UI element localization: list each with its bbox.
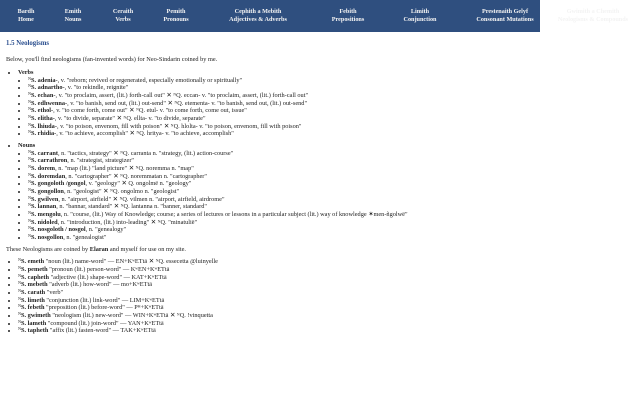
nav-item-nouns[interactable] xyxy=(48,0,98,32)
entry-definition: , n. "genealogy" xyxy=(85,226,127,234)
list-item xyxy=(28,180,536,188)
nav-item-subtitle: Neologisms & Compounds xyxy=(557,16,629,23)
list-item xyxy=(28,107,536,115)
list-item xyxy=(28,226,536,234)
entry-definition: , v. "to divide, separate" ✕ ᴺQ. ellta- v. "to divide, separate" xyxy=(54,114,206,122)
neo-marker: N xyxy=(28,164,32,170)
nav-item-subtitle: Verbs xyxy=(115,16,131,23)
neo-marker: N xyxy=(18,318,22,324)
entry-definition: , n. "strategist, strategizer" xyxy=(67,157,134,165)
nav-item-title: Prestenaith Gelyf xyxy=(481,8,529,16)
nav-item-neologisms-compounds[interactable] xyxy=(554,0,632,32)
list-item xyxy=(28,130,536,138)
entry-definition: "affix (lit.) fasten-word" — TAK+KʷETtā xyxy=(48,327,156,335)
entry-word: S. febeth xyxy=(21,304,45,312)
entry-word: S. adenia- xyxy=(31,76,58,84)
neo-marker: N xyxy=(28,171,32,177)
nav-item-title: Ceraith xyxy=(112,8,134,16)
list-item xyxy=(28,157,536,165)
para-after: and myself for use on my site. xyxy=(108,245,186,253)
entry-word: S. carrathron xyxy=(31,157,68,165)
neo-marker: N xyxy=(28,202,32,208)
nav-item-title: Gwimith a Chemith xyxy=(566,8,620,16)
entry-definition: "noun (lit.) name-word" — EN+KʷETtā ✕ ᴺQ. essecetta @luinyelle xyxy=(44,258,218,266)
neo-marker: N xyxy=(28,225,32,231)
entry-word: S. gongollon xyxy=(31,188,64,196)
nav-item-subtitle: Adjectives & Adverbs xyxy=(229,16,287,23)
entry-definition: , n. "map (lit.) "land picture" ✕ ᴺQ. noremma n. "map" xyxy=(55,165,194,173)
list-item xyxy=(28,211,536,219)
nav-item-title: Cephith a Mebith xyxy=(234,8,282,16)
entry-word: S. dorem xyxy=(31,165,56,173)
neo-marker: N xyxy=(28,90,32,96)
entry-definition: , n. "cartographer" ✕ ᴺQ. noremmatan n. "cartographer" xyxy=(65,172,207,180)
top-navigation xyxy=(0,0,629,32)
entry-word: S. carrant xyxy=(31,149,58,157)
entry-definition: , v. "geology" ✕ Q. ongolmë n. "geology" xyxy=(85,180,192,188)
page-heading: 1.5 Neologisms xyxy=(6,40,50,47)
neo-marker: N xyxy=(28,98,32,104)
nav-item-conjunction[interactable] xyxy=(384,0,456,32)
list-item xyxy=(18,327,536,335)
list-item xyxy=(18,258,536,266)
entry-word: S. tapheth xyxy=(21,327,49,335)
entry-definition: "preposition (lit.) before-word" — Pᴴ+KʷETtā xyxy=(44,304,164,312)
entry-definition: , v. "reborn; revived or regenerated, especially emotionally or spiritually" xyxy=(57,76,243,84)
list-item xyxy=(28,203,536,211)
intro-text: Below, you'll find neologisms (fan-invented words) for Neo-Sindarin coined by me. xyxy=(6,56,218,64)
neo-marker: N xyxy=(18,272,22,278)
entry-definition: , n. "tactics, strategy" ✕ ᴺQ. carranta n. "strategy, (lit.) action-course" xyxy=(57,149,234,157)
nav-item-verbs[interactable] xyxy=(98,0,148,32)
entry-definition: , n. "airport, airfield" ✕ ᴺQ. vilmen n. "airport, airfield, airdrome" xyxy=(58,195,225,203)
list-item xyxy=(18,281,536,289)
list-item xyxy=(18,312,536,320)
entry-word: S. echan- xyxy=(31,91,56,99)
neo-marker: N xyxy=(28,129,32,135)
coined-paragraph xyxy=(6,246,536,254)
entry-definition: , n. "geologist" ✕ ᴺQ. ongolmo n. "geologist" xyxy=(63,188,180,196)
nav-item-title: Limith xyxy=(410,8,430,16)
nav-item-consonant-mutations[interactable] xyxy=(456,0,554,32)
nav-item-title: Febith xyxy=(339,8,357,16)
verbs-section xyxy=(6,69,536,138)
entry-definition: , v. "to proclaim, assert, (lit.) forth-call out" ✕ ᴺQ. eccan- v. "to proclaim, assert, (lit.) forth-call out" xyxy=(55,91,309,99)
entry-word: S. gongoloth /gongol xyxy=(31,180,86,188)
list-item xyxy=(18,304,536,312)
para-before: These Neologisms are coined by xyxy=(6,245,90,253)
neo-marker: N xyxy=(18,265,22,271)
neo-marker: N xyxy=(18,295,22,301)
verbs-title: Verbs xyxy=(18,68,34,76)
list-item xyxy=(28,188,536,196)
neo-marker: N xyxy=(18,257,22,263)
nouns-title: Nouns xyxy=(18,142,36,149)
entry-word: S. limeth xyxy=(21,296,45,304)
entry-definition: , v. "to achieve, accomplish" ✕ ᴺQ. hritya- v. "to achieve, accomplish" xyxy=(56,130,234,138)
neo-marker: N xyxy=(28,194,32,200)
list-item xyxy=(28,84,536,92)
list-item xyxy=(28,92,536,100)
nouns-list xyxy=(18,150,536,242)
nav-item-pronouns[interactable] xyxy=(148,0,204,32)
nav-item-home[interactable] xyxy=(4,0,48,32)
nav-item-title: Bardh xyxy=(17,8,35,16)
neo-marker: N xyxy=(28,148,32,154)
entry-word: S. elitha- xyxy=(31,114,55,122)
entry-definition: "compound (lit.) join-word" — YAN+KʷETtā xyxy=(46,319,164,327)
nav-item-subtitle: Home xyxy=(18,16,34,23)
nav-item-subtitle: Consonant Mutations xyxy=(476,16,534,23)
entry-word: S. gwilven xyxy=(31,195,59,203)
entry-word: S. mengolu xyxy=(31,211,61,219)
main-content xyxy=(6,40,536,335)
nav-item-title: Emith xyxy=(64,8,82,16)
entry-definition: "pronoun (lit.) person-word" — KʷEN+KʷETtā xyxy=(47,266,170,274)
entry-word: S. ethol- xyxy=(31,107,54,115)
neo-marker: N xyxy=(28,156,32,162)
entry-word: S. adnartho- xyxy=(31,84,65,92)
neo-marker: N xyxy=(28,106,32,112)
neo-marker: N xyxy=(28,75,32,81)
nav-item-subtitle: Nouns xyxy=(64,16,82,23)
neo-marker: N xyxy=(18,326,22,332)
entry-definition: , n. "course, (lit.) Way of Knowledge; course; a series of lectures or lessons in a particular subject (lit.) way of knowledge ✶men-ñgolwë" xyxy=(60,211,408,219)
entry-definition: "neologism (lit.) new-word" — WIN+KʷETtā ✕ ᴺQ. !vinquetta xyxy=(50,312,213,320)
verbs-section-item xyxy=(18,69,536,138)
entry-definition: "conjunction (lit.) link-word" — LIM+KʷETtā xyxy=(44,296,165,304)
neo-marker: N xyxy=(18,303,22,309)
coined-list xyxy=(6,258,536,335)
entry-word: S. nidoled xyxy=(31,218,58,226)
entry-word: S. lameth xyxy=(21,319,47,327)
entry-word: S. pemeth xyxy=(21,266,48,274)
nouns-section-item xyxy=(18,142,536,242)
author-name: Elaran xyxy=(89,245,109,253)
entry-word: S. rhidia- xyxy=(31,130,57,138)
entry-definition: "verb" xyxy=(45,289,64,297)
nav-item-adjectives-adverbs[interactable] xyxy=(204,0,312,32)
nav-item-subtitle: Conjunction xyxy=(403,16,437,23)
entry-word: S. nosgoloth / nosgol xyxy=(31,226,86,234)
nav-item-prepositions[interactable] xyxy=(312,0,384,32)
entry-word: S. lhiuda- xyxy=(31,122,57,130)
entry-word: S. gwimeth xyxy=(21,312,51,320)
nav-item-subtitle: Prepositions xyxy=(331,16,365,23)
entry-word: S. carath xyxy=(21,289,46,297)
verbs-list xyxy=(18,77,536,138)
neo-marker: N xyxy=(28,217,32,223)
entry-word: S. doremdan xyxy=(31,172,66,180)
entry-word: S. capheth xyxy=(21,273,50,281)
entry-word: S. mebeth xyxy=(21,281,48,289)
nav-item-subtitle: Pronouns xyxy=(163,16,189,23)
list-item xyxy=(28,234,536,242)
neo-marker: N xyxy=(28,187,32,193)
entry-word: S. nosgollon xyxy=(31,234,64,242)
neo-marker: N xyxy=(28,233,32,239)
list-item xyxy=(28,165,536,173)
entry-word: S. emeth xyxy=(21,258,45,266)
entry-definition: , n. "introduction, (lit.) into-leading" ✕ ᴺQ. "minatulië" xyxy=(57,218,198,226)
list-item xyxy=(18,266,536,274)
neo-marker: N xyxy=(28,121,32,127)
neo-marker: N xyxy=(28,83,32,89)
entry-definition: , v. "to banish, send out, (lit.) out-send" ✕ ᴺQ. etementa- v. "to banish, send out, (lit.) out-send" xyxy=(67,99,308,107)
entry-word: S. lannan xyxy=(31,203,57,211)
entry-definition: , n. "genealogist" xyxy=(63,234,107,242)
neo-marker: N xyxy=(18,311,22,317)
neo-marker: N xyxy=(28,113,32,119)
list-item xyxy=(18,289,536,297)
list-item xyxy=(28,115,536,123)
neo-marker: N xyxy=(18,288,22,294)
neo-marker: N xyxy=(18,280,22,286)
entry-word: S. edhwenna- xyxy=(31,99,68,107)
entry-definition: , v. "to come forth, come out" ✕ ᴺQ. etul- v. "to come forth, come out, issue" xyxy=(53,107,247,115)
nav-item-title: Pemith xyxy=(166,8,186,16)
entry-definition: , v. "to poison, envenom, fill with poison" ✕ ᴺQ. hlolta- v. "to poison, envenom, fill with poison" xyxy=(56,122,302,130)
entry-definition: , v. "to rekindle, reignite" xyxy=(64,84,129,92)
nouns-section xyxy=(6,142,536,242)
entry-definition: "adverb (lit.) how-word" — mo+KʷETtā xyxy=(47,281,153,289)
entry-definition: , n. "bannar, standard" ✕ ᴺQ. lantanna n. "banner, standard" xyxy=(56,203,207,211)
neo-marker: N xyxy=(28,210,32,216)
neo-marker: N xyxy=(28,179,32,185)
entry-definition: "adjective (lit.) shape-word" — KAT+KʷETtā xyxy=(49,273,167,281)
